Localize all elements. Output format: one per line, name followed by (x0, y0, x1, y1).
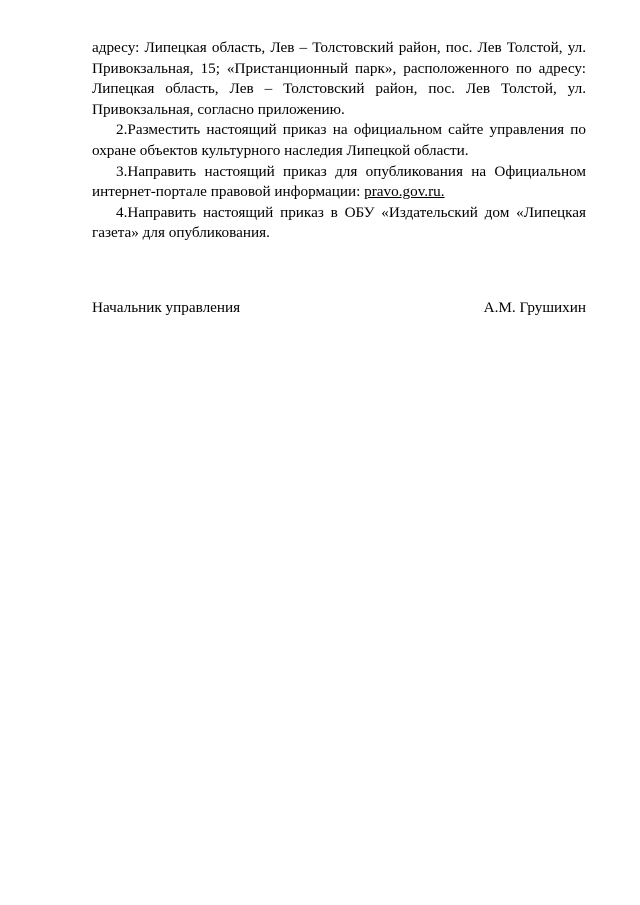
document-body (92, 38, 586, 244)
signatory-name: А.М. Грушихин (483, 299, 586, 316)
pravo-link[interactable]: pravo.gov.ru. (364, 183, 445, 201)
paragraph-address-continuation: адресу: Липецкая область, Лев – Толстовский район, пос. Лев Толстой, ул. Привокзальная, 15; «Пристанционный парк», расположенного по адресу: Липецкая область, Лев – Толстовский район, пос. Лев Толстой, ул. Привокзальная, согласно приложению. (92, 39, 586, 118)
paragraph-item-2: 2.Разместить настоящий приказ на официальном сайте управления по охране объектов культурного наследия Липецкой области. (92, 121, 586, 159)
signatory-position: Начальник управления (92, 299, 241, 316)
paragraph-item-3-text: 3.Направить настоящий приказ для опубликования на Официальном интернет-портале правовой информации: (92, 162, 586, 201)
paragraph-item-3 (92, 162, 586, 203)
signature-block (92, 298, 586, 318)
paragraph-item-4: 4.Направить настоящий приказ в ОБУ «Издательский дом «Липецкая газета» для опубликования. (92, 203, 586, 242)
